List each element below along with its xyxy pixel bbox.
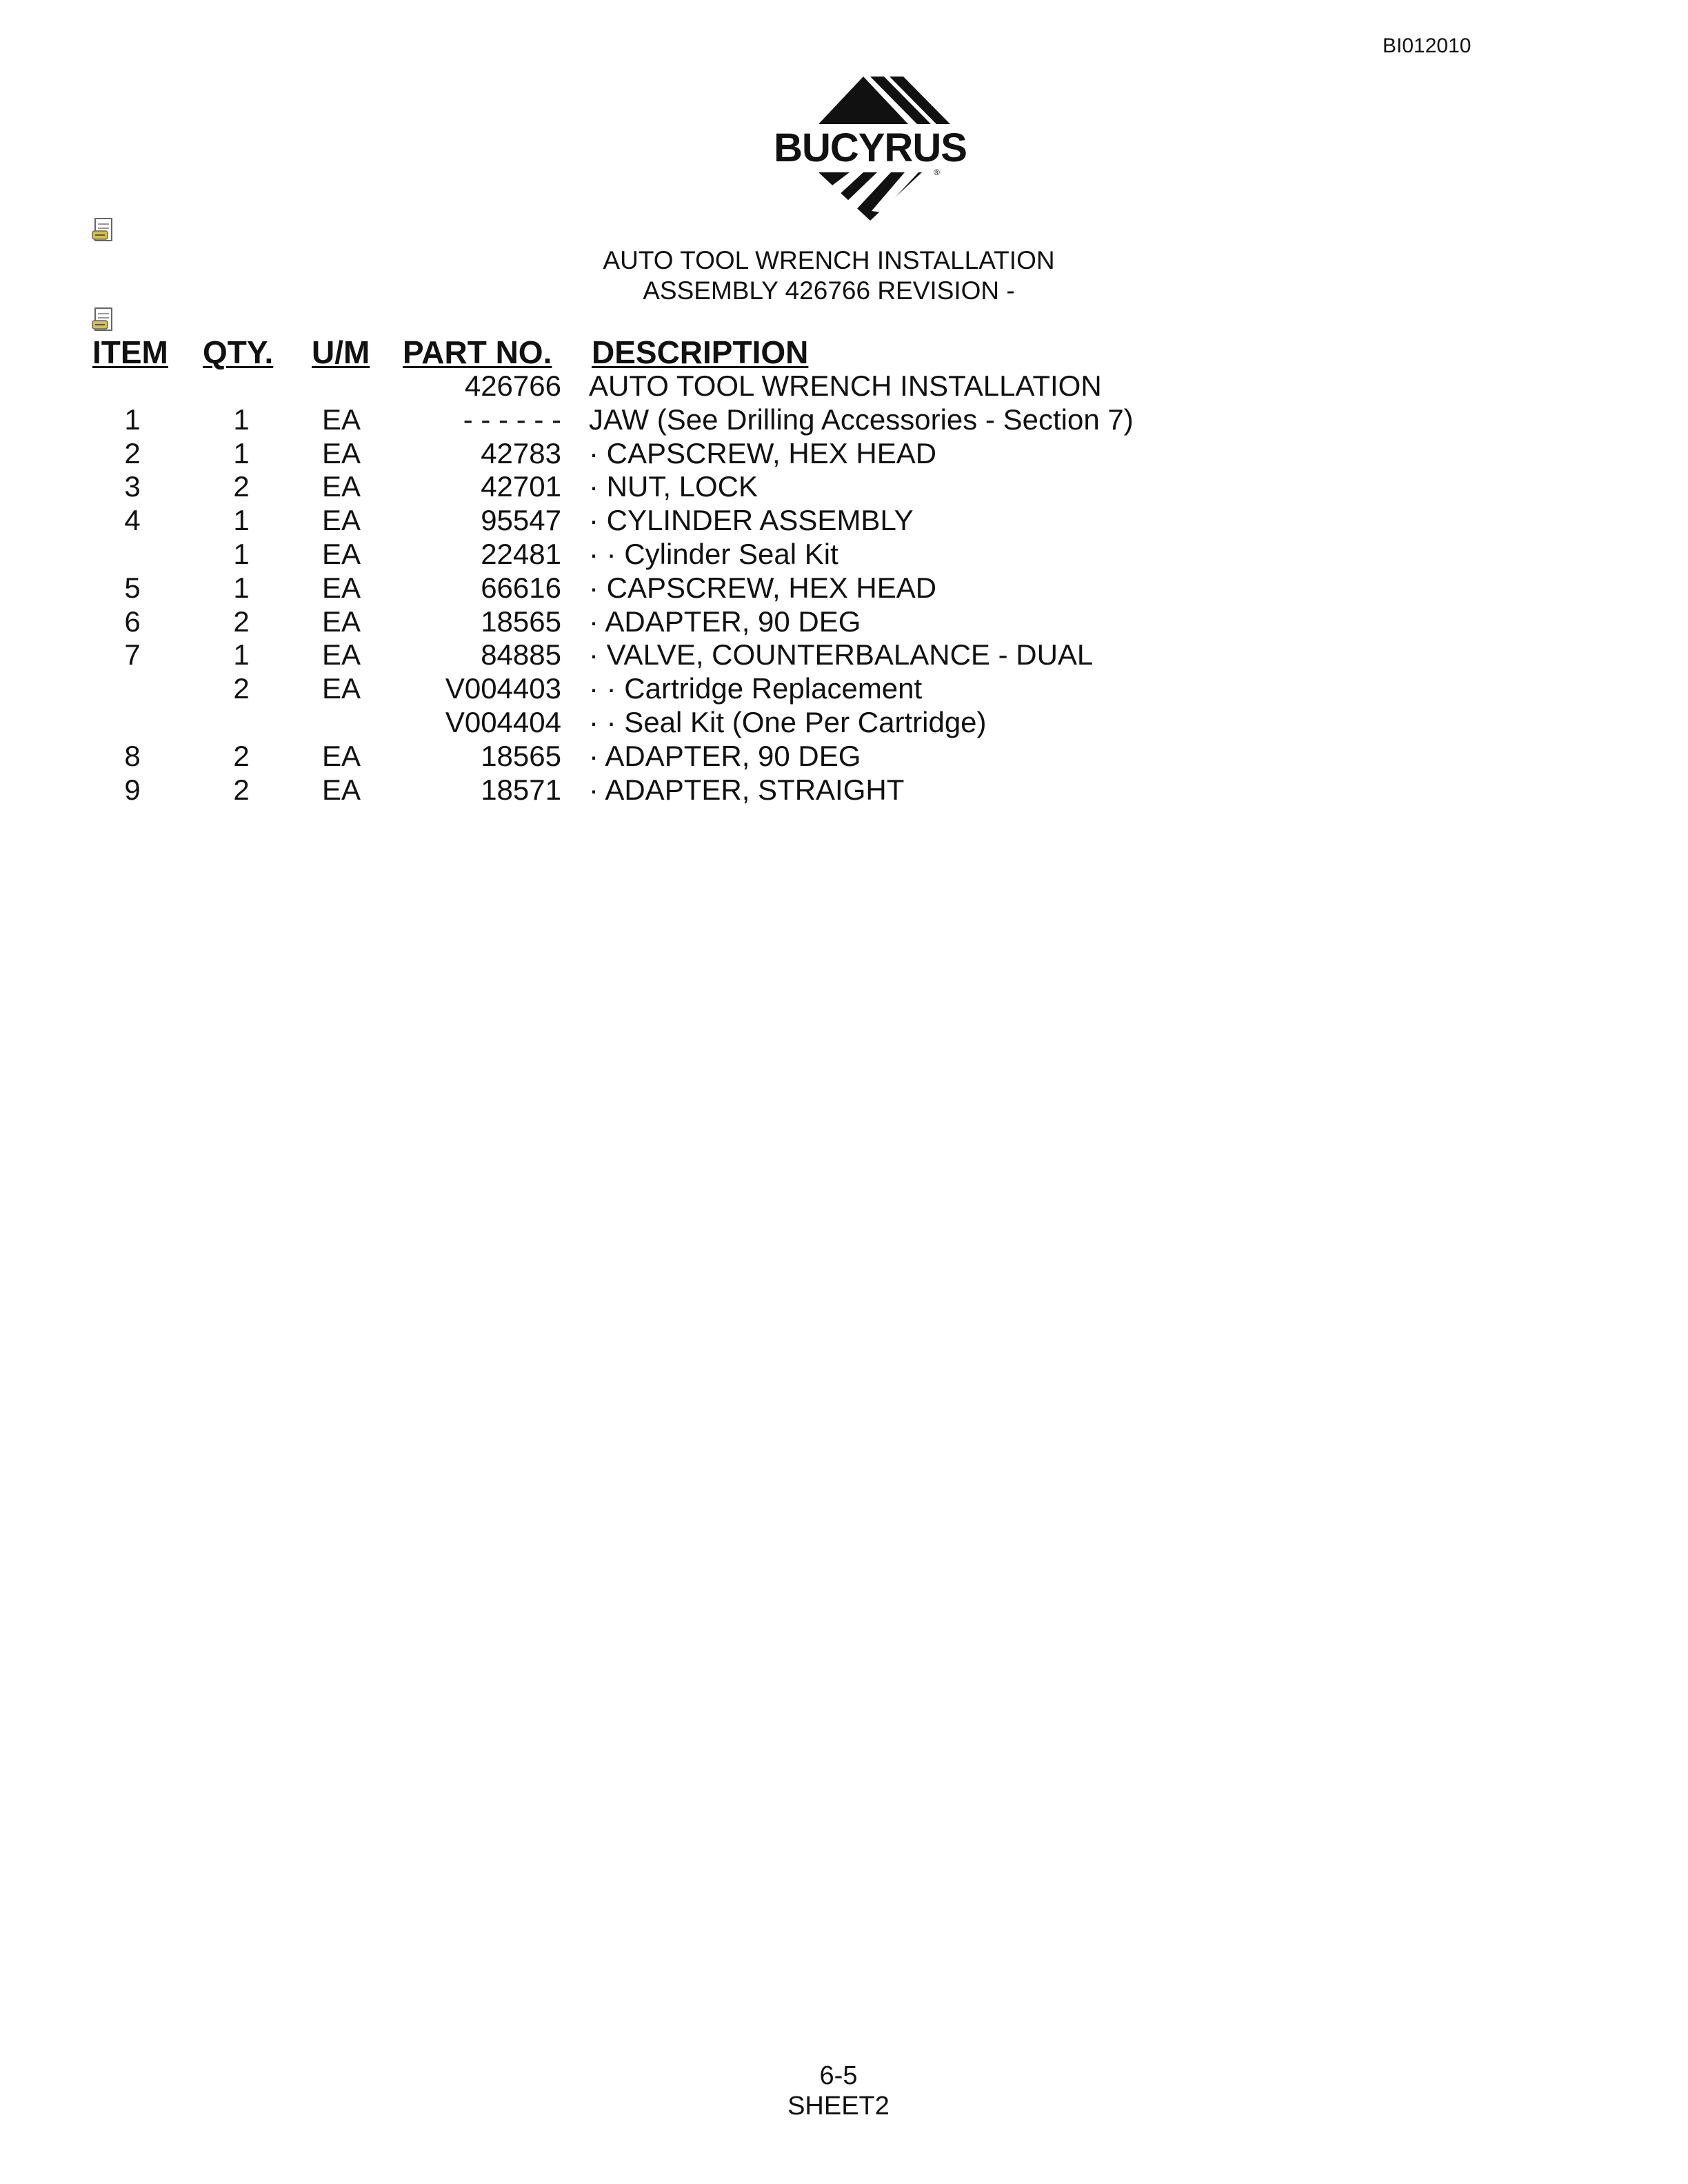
table-row <box>0 638 1688 672</box>
table-row <box>0 470 1688 504</box>
item-cell: 2 <box>124 436 141 469</box>
qty-cell: 2 <box>233 739 250 772</box>
qty-cell: 2 <box>233 470 250 503</box>
um-cell: EA <box>321 571 361 604</box>
header-item: ITEM <box>92 334 168 370</box>
um-cell: EA <box>321 470 361 503</box>
item-cell: 3 <box>124 470 141 503</box>
description-cell: · VALVE, COUNTERBALANCE - DUAL <box>589 638 1094 671</box>
qty-cell: 1 <box>233 403 250 436</box>
qty-cell: 2 <box>233 773 250 806</box>
document-id: BI012010 <box>1383 34 1471 57</box>
svg-text:®: ® <box>934 168 940 177</box>
header-description: DESCRIPTION <box>592 334 809 370</box>
assembly-subtitle: ASSEMBLY 426766 REVISION - <box>643 276 1015 305</box>
description-cell: · · Cylinder Seal Kit <box>589 537 838 570</box>
qty-cell: 1 <box>233 504 250 537</box>
part-number-cell: 42701 <box>481 470 561 503</box>
part-number-cell: V004403 <box>445 672 561 705</box>
table-row <box>0 538 1688 572</box>
table-row <box>0 572 1688 605</box>
description-cell: · CYLINDER ASSEMBLY <box>589 504 914 537</box>
item-cell: 4 <box>124 504 141 537</box>
um-cell: EA <box>321 504 361 537</box>
description-cell: · CAPSCREW, HEX HEAD <box>589 436 937 469</box>
part-number-cell: 84885 <box>481 638 561 671</box>
document-link-icon[interactable] <box>91 307 117 334</box>
description-cell: · CAPSCREW, HEX HEAD <box>589 571 937 604</box>
description-cell: · · Cartridge Replacement <box>589 672 923 705</box>
um-cell: EA <box>321 672 361 705</box>
part-number-cell: V004404 <box>445 705 561 738</box>
qty-cell: 1 <box>233 436 250 469</box>
header-part-no: PART NO. <box>403 334 552 370</box>
item-cell: 5 <box>124 571 141 604</box>
bucyrus-logo <box>753 74 987 223</box>
item-cell: 1 <box>124 403 141 436</box>
part-number-cell: - - - - - - <box>463 403 561 436</box>
item-cell: 7 <box>124 638 141 671</box>
description-cell: · ADAPTER, STRAIGHT <box>589 773 905 806</box>
sheet-label: SHEET2 <box>787 2092 890 2121</box>
document-link-icon[interactable] <box>91 217 117 245</box>
um-cell: EA <box>321 605 361 638</box>
part-number-cell: 22481 <box>481 537 561 570</box>
description-cell: AUTO TOOL WRENCH INSTALLATION <box>589 370 1102 402</box>
part-number-cell: 426766 <box>464 370 561 402</box>
description-cell: · ADAPTER, 90 DEG <box>589 605 861 638</box>
table-row <box>0 403 1688 437</box>
table-row <box>0 605 1688 639</box>
table-row <box>0 740 1688 774</box>
um-cell: EA <box>321 638 361 671</box>
part-number-cell: 66616 <box>481 571 561 604</box>
part-number-cell: 18565 <box>481 739 561 772</box>
table-row <box>0 504 1688 538</box>
description-cell: JAW (See Drilling Accessories - Section 7) <box>589 403 1134 436</box>
item-cell: 6 <box>124 605 141 638</box>
um-cell: EA <box>321 403 361 436</box>
qty-cell: 1 <box>233 537 250 570</box>
parts-list <box>0 370 1688 807</box>
part-number-cell: 95547 <box>481 504 561 537</box>
part-number-cell: 42783 <box>481 436 561 469</box>
page-number: 6-5 <box>819 2061 858 2090</box>
qty-cell: 1 <box>233 571 250 604</box>
qty-cell: 2 <box>233 605 250 638</box>
assembly-title: AUTO TOOL WRENCH INSTALLATION <box>603 246 1055 274</box>
description-cell: · · Seal Kit (One Per Cartridge) <box>589 705 987 738</box>
um-cell: EA <box>321 537 361 570</box>
um-cell: EA <box>321 773 361 806</box>
um-cell: EA <box>321 739 361 772</box>
part-number-cell: 18565 <box>481 605 561 638</box>
table-row <box>0 774 1688 807</box>
table-row <box>0 672 1688 706</box>
um-cell: EA <box>321 436 361 469</box>
table-row <box>0 706 1688 740</box>
qty-cell: 1 <box>233 638 250 671</box>
table-row <box>0 437 1688 471</box>
item-cell: 8 <box>124 739 141 772</box>
header-um: U/M <box>312 334 370 370</box>
part-number-cell: 18571 <box>481 773 561 806</box>
item-cell: 9 <box>124 773 141 806</box>
qty-cell: 2 <box>233 672 250 705</box>
description-cell: · NUT, LOCK <box>589 470 758 503</box>
header-qty: QTY. <box>203 334 274 370</box>
description-cell: · ADAPTER, 90 DEG <box>589 739 861 772</box>
svg-text:BUCYRUS: BUCYRUS <box>774 125 967 170</box>
table-row <box>0 370 1688 403</box>
